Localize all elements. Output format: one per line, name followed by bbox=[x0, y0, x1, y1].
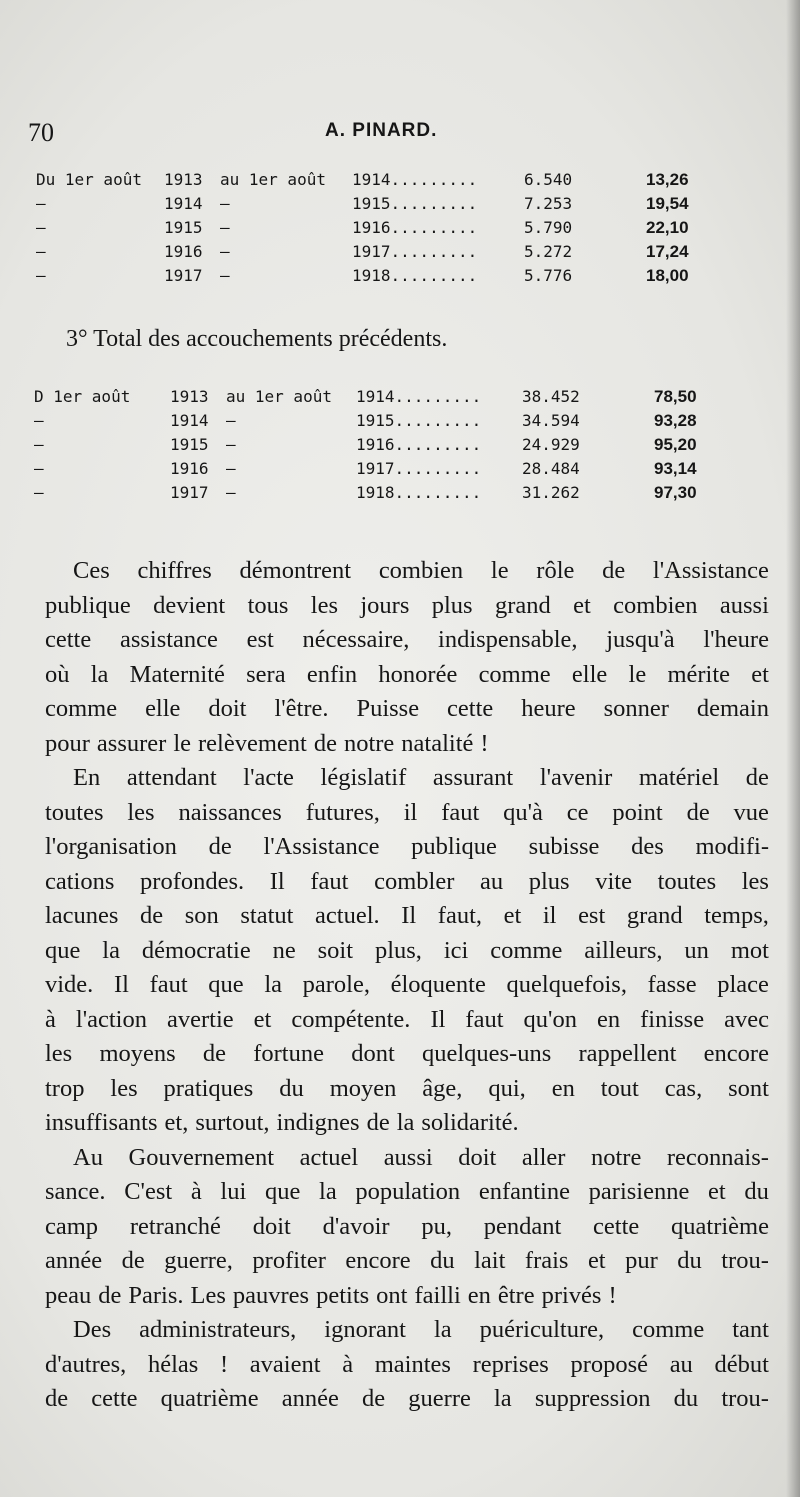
text-line: les moyens de fortune dont quelques-uns rappellent encore bbox=[45, 1040, 769, 1067]
text-line: pour assurer le relèvement de notre natalité ! bbox=[45, 729, 489, 757]
row-rate: 22,10 bbox=[646, 218, 689, 237]
table-row bbox=[30, 457, 730, 481]
text-line: Ces chiffres démontrent combien le rôle de l'Assistance bbox=[73, 557, 769, 584]
row-to: — bbox=[226, 435, 236, 454]
row-count: 38.452 bbox=[522, 387, 580, 406]
text-line: Au Gouvernement actuel aussi doit aller notre reconnais- bbox=[73, 1143, 769, 1171]
text-line: camp retranché doit d'avoir pu, pendant cette quatrième bbox=[45, 1212, 769, 1240]
text-line: publique devient tous les jours plus grand et combien aussi bbox=[45, 591, 769, 619]
row-to: — bbox=[226, 411, 236, 430]
row-to: — bbox=[220, 266, 230, 285]
text-line: comme elle doit l'être. Puisse cette heure sonner demain bbox=[45, 695, 769, 722]
text-line: lacunes de son statut actuel. Il faut, et il est grand temps, bbox=[45, 902, 769, 929]
row-from: — bbox=[34, 411, 44, 430]
row-from: D 1er août bbox=[34, 387, 131, 406]
text-line: de cette quatrième année de guerre la suppression du trou- bbox=[45, 1385, 769, 1412]
row-to: — bbox=[226, 459, 236, 478]
row-from: — bbox=[36, 242, 46, 261]
table-row bbox=[30, 264, 730, 288]
section-title: 3° Total des accouchements précédents. bbox=[66, 326, 448, 352]
row-end-year: 1918......... bbox=[356, 483, 482, 502]
row-to: au 1er août bbox=[220, 170, 326, 189]
text-line: insuffisants et, surtout, indignes de la solidarité. bbox=[45, 1109, 519, 1136]
page-number: 70 bbox=[28, 118, 54, 147]
text-line: trop les pratiques du moyen âge, qui, en tout cas, sont bbox=[45, 1074, 769, 1102]
row-count: 7.253 bbox=[524, 194, 573, 213]
row-rate: 19,54 bbox=[646, 194, 689, 213]
text-line: En attendant l'acte législatif assurant l'avenir matériel de bbox=[73, 764, 769, 791]
table-row bbox=[30, 433, 730, 457]
row-end-year: 1914......... bbox=[352, 170, 478, 189]
text-line: toutes les naissances futures, il faut qu'à ce point de vue bbox=[45, 798, 769, 826]
running-head: A. PINARD. bbox=[325, 120, 438, 141]
row-count: 5.790 bbox=[524, 218, 573, 237]
row-end-year: 1915......... bbox=[352, 194, 478, 213]
table-row bbox=[30, 192, 730, 216]
row-rate: 93,14 bbox=[654, 459, 697, 478]
text-line: vide. Il faut que la parole, éloquente quelquefois, fasse place bbox=[45, 971, 769, 998]
row-start-year: 1913 bbox=[170, 387, 209, 406]
text-line: peau de Paris. Les pauvres petits ont failli en être privés ! bbox=[45, 1281, 617, 1309]
page-edge-shadow bbox=[786, 0, 800, 1497]
page-header bbox=[28, 118, 768, 148]
row-from: Du 1er août bbox=[36, 170, 142, 189]
births-table bbox=[30, 168, 730, 288]
row-to: — bbox=[220, 218, 230, 237]
row-count: 5.776 bbox=[524, 266, 573, 285]
row-start-year: 1914 bbox=[164, 194, 203, 213]
text-line: année de guerre, profiter encore du lait frais et pur du trou- bbox=[45, 1247, 769, 1274]
row-end-year: 1916......... bbox=[356, 435, 482, 454]
row-from: — bbox=[36, 194, 46, 213]
row-rate: 95,20 bbox=[654, 435, 697, 454]
row-rate: 17,24 bbox=[646, 242, 689, 261]
row-end-year: 1918......... bbox=[352, 266, 478, 285]
table-row bbox=[30, 216, 730, 240]
row-end-year: 1914......... bbox=[356, 387, 482, 406]
row-to: — bbox=[220, 194, 230, 213]
row-end-year: 1916......... bbox=[352, 218, 478, 237]
row-count: 28.484 bbox=[522, 459, 580, 478]
row-to: — bbox=[220, 242, 230, 261]
row-from: — bbox=[36, 218, 46, 237]
row-count: 6.540 bbox=[524, 170, 573, 189]
row-count: 34.594 bbox=[522, 411, 580, 430]
row-rate: 93,28 bbox=[654, 411, 697, 430]
row-rate: 97,30 bbox=[654, 483, 697, 502]
row-start-year: 1913 bbox=[164, 170, 203, 189]
row-start-year: 1916 bbox=[164, 242, 203, 261]
table-row bbox=[30, 481, 730, 505]
text-line: l'organisation de l'Assistance publique subisse des modifi- bbox=[45, 833, 769, 860]
body-text bbox=[45, 554, 769, 1417]
text-line: que la démocratie ne soit plus, ici comme ailleurs, un mot bbox=[45, 936, 769, 964]
row-to: au 1er août bbox=[226, 387, 332, 406]
row-from: — bbox=[34, 483, 44, 502]
row-from: — bbox=[34, 435, 44, 454]
row-start-year: 1914 bbox=[170, 411, 209, 430]
row-start-year: 1917 bbox=[170, 483, 209, 502]
row-rate: 18,00 bbox=[646, 266, 689, 285]
row-count: 24.929 bbox=[522, 435, 580, 454]
total-births-table bbox=[30, 385, 730, 505]
row-from: — bbox=[36, 266, 46, 285]
row-rate: 13,26 bbox=[646, 170, 689, 189]
text-line: à l'action avertie et compétente. Il faut qu'on en finisse avec bbox=[45, 1005, 769, 1033]
row-start-year: 1917 bbox=[164, 266, 203, 285]
text-line: où la Maternité sera enfin honorée comme elle le mérite et bbox=[45, 660, 769, 688]
row-start-year: 1916 bbox=[170, 459, 209, 478]
row-from: — bbox=[34, 459, 44, 478]
row-rate: 78,50 bbox=[654, 387, 697, 406]
row-start-year: 1915 bbox=[164, 218, 203, 237]
text-line: sance. C'est à lui que la population enfantine parisienne et du bbox=[45, 1178, 769, 1205]
row-count: 5.272 bbox=[524, 242, 573, 261]
row-count: 31.262 bbox=[522, 483, 580, 502]
table-row bbox=[30, 240, 730, 264]
text-line: d'autres, hélas ! avaient à maintes reprises proposé au début bbox=[45, 1350, 769, 1378]
table-row bbox=[30, 409, 730, 433]
text-line: cette assistance est nécessaire, indispensable, jusqu'à l'heure bbox=[45, 626, 769, 653]
table-row bbox=[30, 385, 730, 409]
row-start-year: 1915 bbox=[170, 435, 209, 454]
row-end-year: 1917......... bbox=[352, 242, 478, 261]
row-end-year: 1917......... bbox=[356, 459, 482, 478]
text-line: Des administrateurs, ignorant la puériculture, comme tant bbox=[73, 1316, 769, 1343]
text-line: cations profondes. Il faut combler au plus vite toutes les bbox=[45, 867, 769, 895]
row-end-year: 1915......... bbox=[356, 411, 482, 430]
row-to: — bbox=[226, 483, 236, 502]
table-row bbox=[30, 168, 730, 192]
